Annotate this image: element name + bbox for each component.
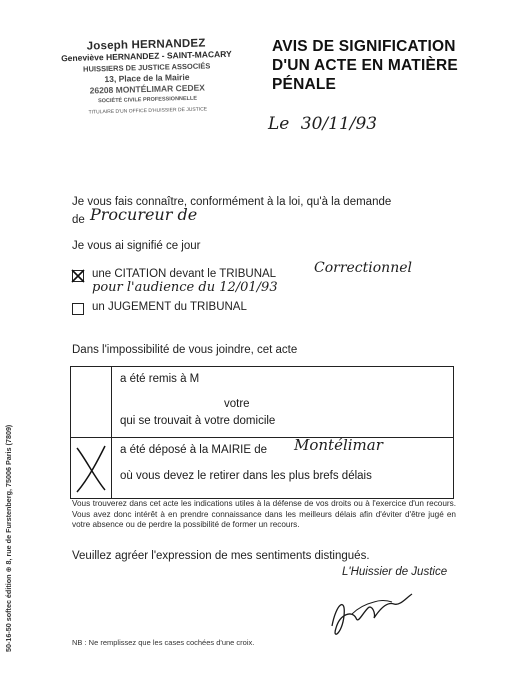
title-line-2: D'UN ACTE EN MATIÈRE bbox=[272, 57, 458, 74]
stamp-role: HUISSIERS DE JUSTICE ASSOCIÉS bbox=[82, 61, 211, 74]
remis-line-2: votre bbox=[224, 398, 250, 410]
citation-handwritten-2: pour l'audience du 12/01/93 bbox=[92, 280, 278, 295]
title-line-1: AVIS DE SIGNIFICATION bbox=[272, 38, 456, 55]
impossibility-text: Dans l'impossibilité de vous joindre, cet acte bbox=[72, 344, 298, 356]
intro-text: Je vous fais connaître, conformément à la loi, qu'à la demande bbox=[72, 196, 392, 208]
signified-text: Je vous ai signifié ce jour bbox=[72, 240, 201, 252]
stamp-office: TITULAIRE D'UN OFFICE D'HUISSIER DE JUSTICE bbox=[88, 106, 208, 116]
footnote: NB : Ne remplissez que les cases cochées d'une croix. bbox=[72, 638, 255, 647]
remis-line-3: qui se trouvait à votre domicile bbox=[120, 415, 276, 427]
signature-image bbox=[322, 584, 422, 644]
mairie-line-2: où vous devez le retirer dans les plus brefs délais bbox=[120, 470, 372, 482]
citation-checkbox[interactable] bbox=[72, 270, 84, 282]
check-cross-icon bbox=[70, 268, 86, 284]
document-title bbox=[272, 37, 458, 94]
de-label: de bbox=[72, 214, 85, 226]
delivery-row-remis bbox=[71, 367, 454, 438]
jugement-label: un JUGEMENT du TRIBUNAL bbox=[92, 301, 247, 313]
stamp-name-2: Geneviève HERNANDEZ - SAINT-MACARY bbox=[60, 48, 232, 64]
handwritten-cross-icon bbox=[71, 438, 111, 498]
de-handwritten: Procureur de bbox=[90, 205, 198, 224]
remis-checkbox-cell[interactable] bbox=[71, 367, 112, 438]
citation-label: une CITATION devant le TRIBUNAL bbox=[92, 268, 277, 280]
citation-handwritten-1: Correctionnel bbox=[314, 260, 412, 276]
remis-text-cell bbox=[112, 367, 454, 438]
title-line-3: PÉNALE bbox=[272, 76, 337, 93]
mairie-handwritten: Montélimar bbox=[294, 436, 383, 454]
stamp-address: 13, Place de la Mairie bbox=[104, 71, 190, 85]
delivery-table bbox=[70, 366, 454, 499]
date-prefix: Le bbox=[268, 114, 290, 134]
fine-print: Vous trouverez dans cet acte les indications utiles à la défense de vos droits ou à l'exercice d'un recours. Vous avez donc intérêt à en prendre connaissance dans les meilleurs délais afin d'éviter d'être jugé en votre absence ou de perdre la possibilité de former un recours. bbox=[72, 499, 456, 529]
side-imprint: 50-16-50 softec édition ⊕ 8, rue de Furstenberg, 75006 Paris (7809) bbox=[4, 424, 13, 652]
closing-text: Veuillez agréer l'expression de mes sentiments distingués. bbox=[72, 550, 370, 562]
jugement-checkbox[interactable] bbox=[72, 303, 84, 315]
signature-title: L'Huissier de Justice bbox=[342, 566, 448, 578]
stamp-name-1: Joseph HERNANDEZ bbox=[86, 37, 206, 53]
delivery-row-mairie bbox=[71, 438, 454, 499]
mairie-line-1: a été déposé à la MAIRIE de bbox=[120, 444, 268, 456]
date-field bbox=[268, 114, 377, 134]
mairie-checkbox-cell[interactable] bbox=[71, 438, 112, 499]
stamp-city: 26208 MONTÉLIMAR CEDEX bbox=[89, 82, 206, 96]
mairie-text-cell bbox=[112, 438, 454, 499]
date-handwritten: 30/11/93 bbox=[300, 114, 378, 134]
remis-line-1: a été remis à M bbox=[120, 373, 200, 385]
sender-stamp bbox=[51, 38, 243, 120]
stamp-company: SOCIÉTÉ CIVILE PROFESSIONNELLE bbox=[97, 95, 198, 105]
